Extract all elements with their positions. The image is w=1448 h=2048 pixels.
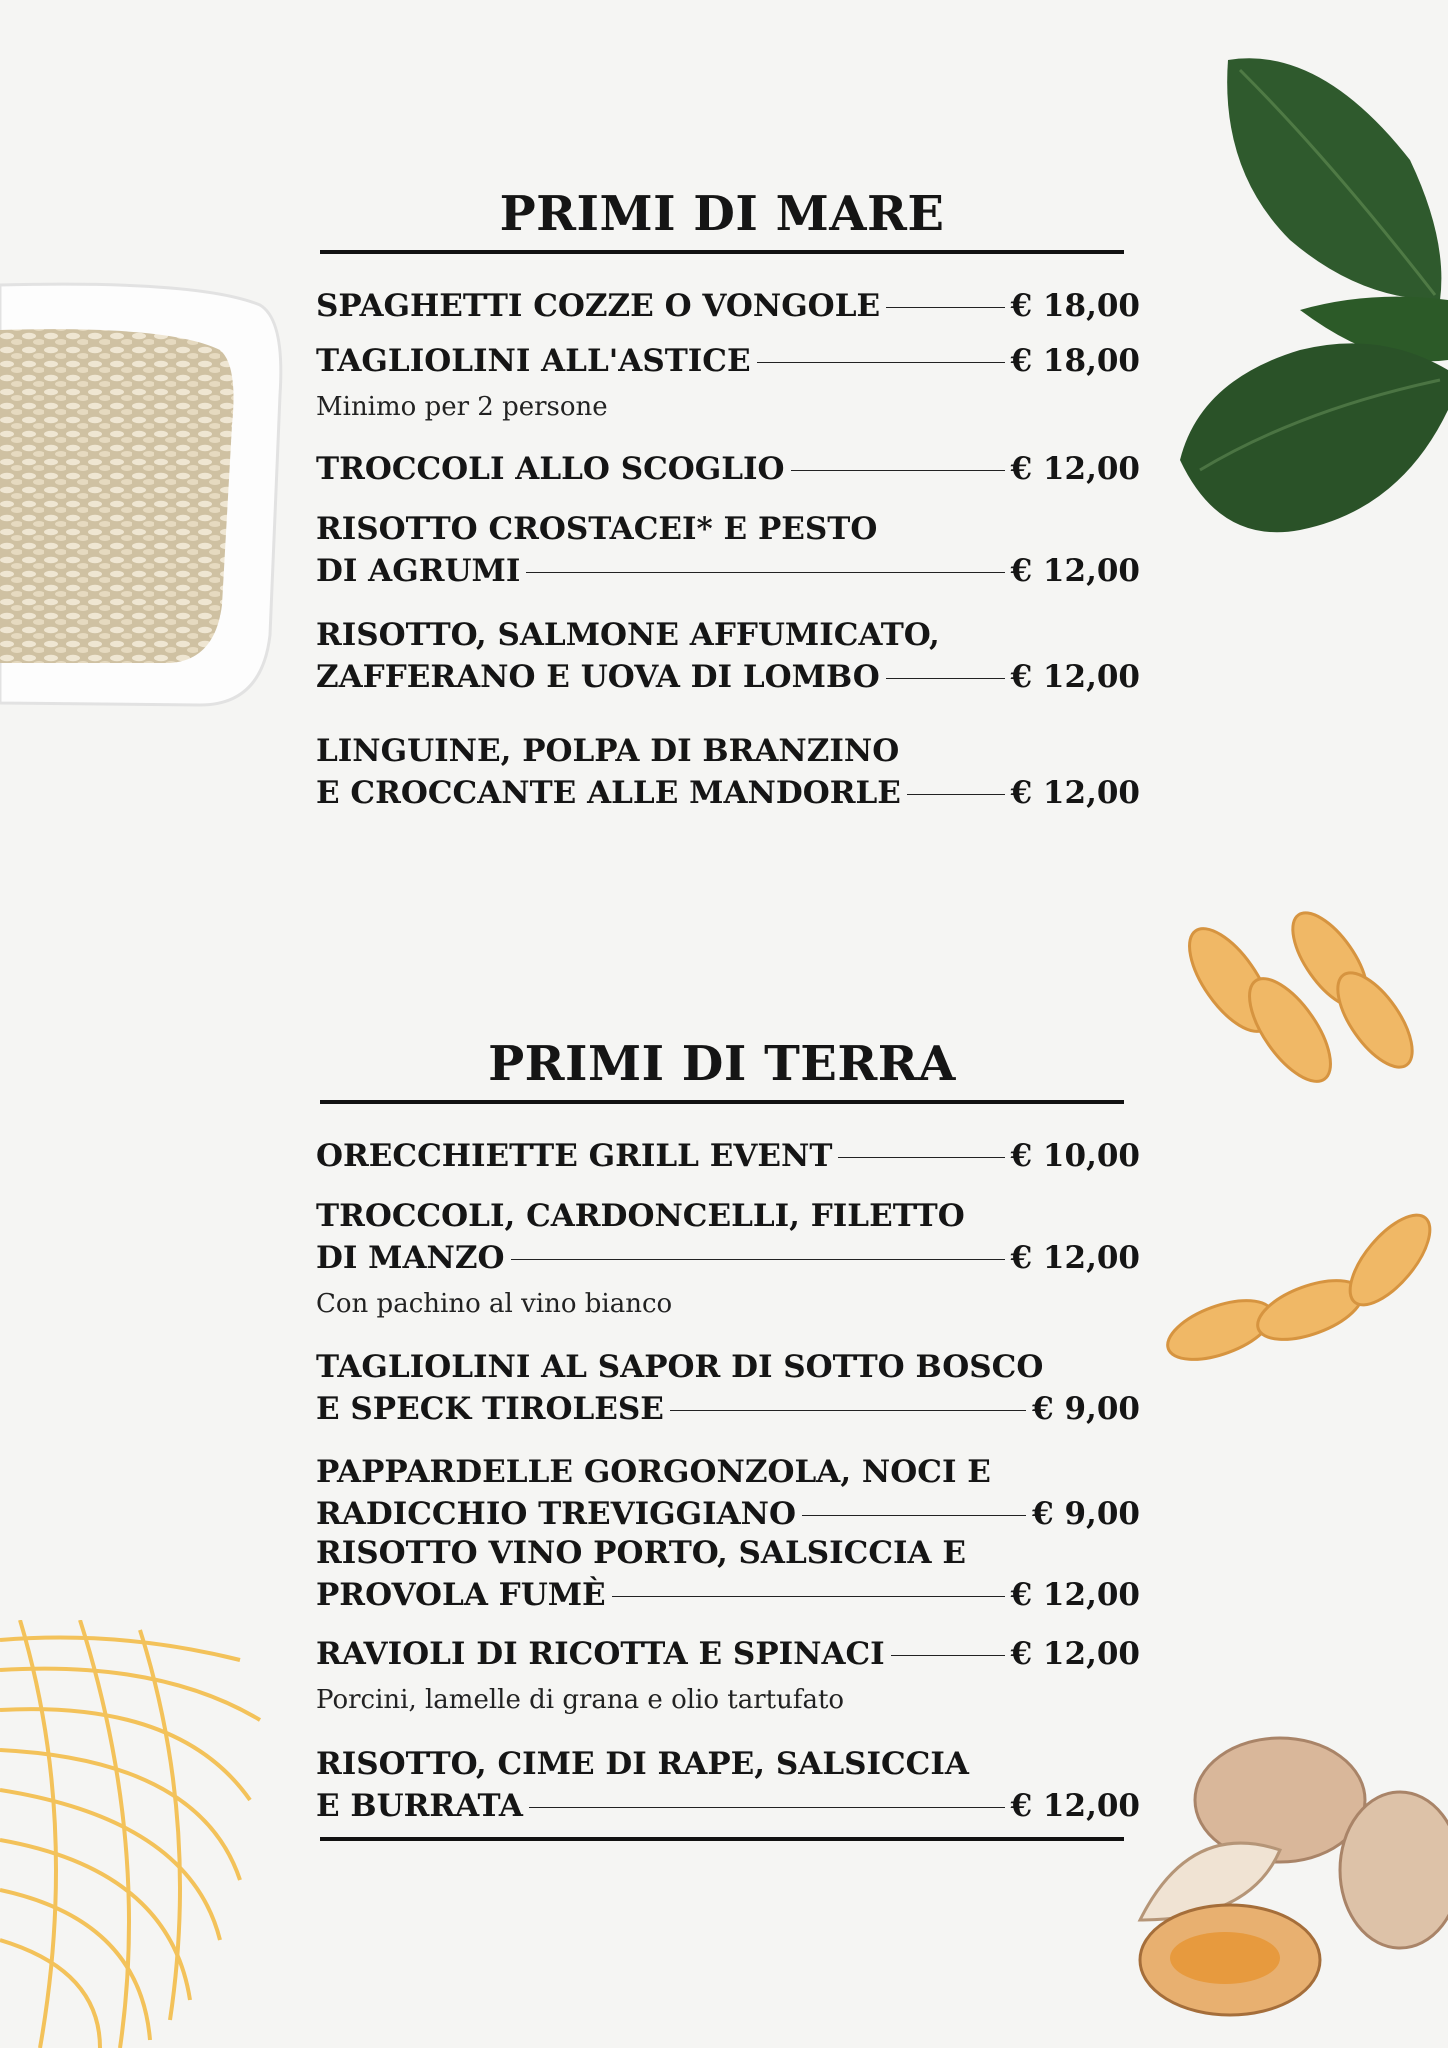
- item-price: € 12,00: [1010, 451, 1140, 487]
- clams-image: [1130, 1720, 1448, 2048]
- leader-line: [511, 1259, 1005, 1260]
- menu-item: [316, 1135, 1140, 1177]
- item-name-line: RISOTTO, SALMONE AFFUMICATO,: [316, 617, 940, 653]
- leader-line: [886, 307, 1004, 308]
- item-name-line: DI MANZO: [316, 1240, 505, 1276]
- item-price: € 12,00: [1010, 1240, 1140, 1276]
- item-name: ORECCHIETTE GRILL EVENT: [316, 1138, 833, 1174]
- menu-item: [316, 448, 1140, 490]
- item-price: € 9,00: [1032, 1391, 1140, 1427]
- item-name-line: PAPPARDELLE GORGONZOLA, NOCI E: [316, 1454, 991, 1490]
- item-name: TROCCOLI ALLO SCOGLIO: [316, 451, 785, 487]
- menu-item: [316, 508, 1140, 592]
- menu-item: [316, 1346, 1140, 1430]
- item-name-line: TROCCOLI, CARDONCELLI, FILETTO: [316, 1198, 965, 1234]
- item-name: TAGLIOLINI ALL'ASTICE: [316, 343, 751, 379]
- item-name-line: E SPECK TIROLESE: [316, 1391, 664, 1427]
- leader-line: [907, 794, 1005, 795]
- item-name-line: TAGLIOLINI AL SAPOR DI SOTTO BOSCO: [316, 1349, 1044, 1385]
- item-price: € 12,00: [1010, 659, 1140, 695]
- item-price: € 18,00: [1010, 343, 1140, 379]
- menu-item: [316, 1743, 1140, 1827]
- item-name-line: RISOTTO VINO PORTO, SALSICCIA E: [316, 1535, 966, 1571]
- menu-item: [316, 340, 1140, 422]
- item-name-line: RADICCHIO TREVIGGIANO: [316, 1496, 796, 1532]
- item-price: € 12,00: [1010, 1636, 1140, 1672]
- item-name: SPAGHETTI COZZE O VONGOLE: [316, 288, 881, 324]
- menu-item: [316, 1451, 1140, 1535]
- item-note: Minimo per 2 persone: [316, 392, 608, 422]
- leader-line: [802, 1515, 1026, 1516]
- section-title-primi-di-mare: PRIMI DI MARE: [499, 186, 945, 242]
- closing-rule: [320, 1837, 1124, 1841]
- item-name-line: PROVOLA FUMÈ: [316, 1577, 606, 1613]
- leader-line: [886, 678, 1005, 679]
- item-price: € 12,00: [1010, 1577, 1140, 1613]
- item-name-line: DI AGRUMI: [316, 553, 521, 589]
- item-price: € 9,00: [1032, 1496, 1140, 1532]
- leader-line: [891, 1655, 1005, 1656]
- leader-line: [612, 1596, 1005, 1597]
- rice-bowl-image: [0, 275, 290, 715]
- menu-item: [316, 1633, 1140, 1715]
- item-note: Con pachino al vino bianco: [316, 1289, 673, 1319]
- menu-item: [316, 285, 1140, 327]
- leader-line: [791, 470, 1005, 471]
- title-underline: [320, 1100, 1124, 1104]
- menu-item: [316, 1195, 1140, 1319]
- basil-leaves-image: [1180, 50, 1448, 540]
- item-name-line: E BURRATA: [316, 1788, 523, 1824]
- menu-item: [316, 1532, 1140, 1616]
- item-name-line: RISOTTO, CIME DI RAPE, SALSICCIA: [316, 1746, 969, 1782]
- item-name: RAVIOLI DI RICOTTA E SPINACI: [316, 1636, 885, 1672]
- menu-item: [316, 730, 1140, 814]
- item-note: Porcini, lamelle di grana e olio tartufato: [316, 1685, 845, 1715]
- item-name-line: ZAFFERANO E UOVA DI LOMBO: [316, 659, 880, 695]
- leader-line: [838, 1157, 1004, 1158]
- leader-line: [529, 1807, 1005, 1808]
- leader-line: [526, 572, 1004, 573]
- spaghetti-nest-image: [0, 1620, 280, 2048]
- section-title-primi-di-terra: PRIMI DI TERRA: [488, 1036, 956, 1092]
- item-name-line: E CROCCANTE ALLE MANDORLE: [316, 775, 901, 811]
- leader-line: [670, 1410, 1026, 1411]
- item-price: € 12,00: [1010, 1788, 1140, 1824]
- item-price: € 12,00: [1010, 775, 1140, 811]
- title-underline: [320, 250, 1124, 254]
- fusilli-pasta-image: [1130, 890, 1448, 1390]
- leader-line: [757, 362, 1005, 363]
- item-price: € 12,00: [1010, 553, 1140, 589]
- item-name-line: RISOTTO CROSTACEI* E PESTO: [316, 511, 878, 547]
- menu-item: [316, 614, 1140, 698]
- item-price: € 18,00: [1010, 288, 1140, 324]
- item-price: € 10,00: [1010, 1138, 1140, 1174]
- item-name-line: LINGUINE, POLPA DI BRANZINO: [316, 733, 900, 769]
